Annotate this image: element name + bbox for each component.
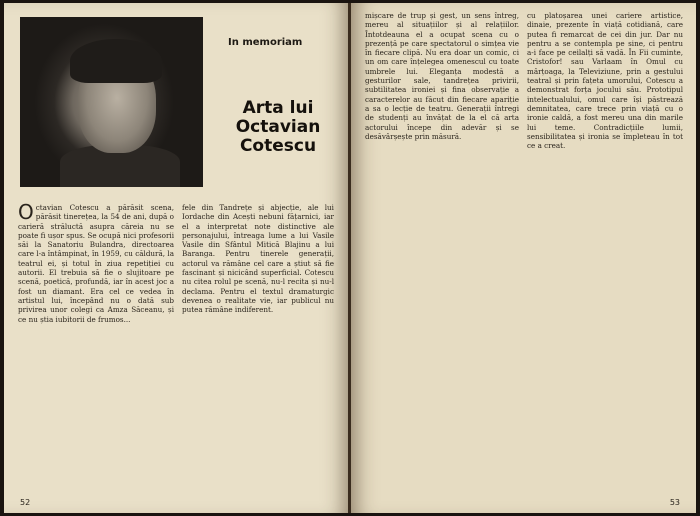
left-page (4, 3, 349, 513)
article-title: Arta lui Octavian Cotescu (235, 98, 321, 156)
section-kicker: In memoriam (228, 37, 303, 48)
left-column-2: fele din Tandrețe și abjecție, ale lui Iordache din Acești nebuni fățarnici, iar el a interpretat note distinctive ale personajului, întreaga lume a lui Vasile Vasile din Sfântul Mitică Blajinu a lui Baranga. Pentru tinerele generații, actorul va rămâne cel care a știut să fie fascinant și nicicând superficial. Cotescu nu citea rolul pe scenă, nu-l recita și nu-l declama. Pentru el textul dramaturgic devenea o realitate vie, iar publicul nu putea rămâne indiferent. (182, 203, 334, 315)
right-column-2: cu platoșarea unei cariere artistice, dinaie, prezente în viață cotidiană, care putea fi remarcat de cei din jur. Dar nu pentru a se contempla pe sine, ci pentru a-i face pe ceilalți să vadă. În Fii cuminte, Cristofor! sau Varlaam în Omul cu mârțoaga, la Televiziune, prin a gestului teatral și prin fațeta umorului, Cotescu a demonstrat forța jocului său. Prototipul intelectualului, omul care își păstrează demnitatea, care trece prin viață cu o ironie caldă, a fost mereu una din marile lui teme. Contradicțiile lumii, sensibilitatea și ironia se împleteau în tot ce a creat. (527, 11, 683, 151)
right-page (351, 3, 696, 513)
magazine-spread (4, 3, 696, 513)
portrait-photo (20, 17, 203, 187)
left-column-1: Octavian Cotescu a părăsit scena, părăsit tinerețea, la 54 de ani, după o carieră străluctă asupra căreia nu se poate fi ușor spus. Se ocupă nici profesorii săi la Sanatoriu Bulandra, directoarea care l-a întâmpinat, în 1959, cu căldură, la teatrul ei, și totul în ziua repetiției cu autorii. El trebuia să fie o slujitoare pe scenă, poetică, profundă, iar în acest joc a fost un diamant. Era cel ce vedea în artistul lui, începând nu o dată sub privirea unor colegi ca Amza Săceanu, și ce nu știa iubitorii de frumos... (18, 203, 174, 324)
right-column-1: mișcare de trup și gest, un sens întreg, mereu al situațiilor și al relațiilor. Întotdeauna el a ocupat scena cu o prezență pe care spectatorul o simțea vie în fiecare clipă. Nu era doar un comic, ci un om care înțelegea omenescul cu toate umbrele lui. Eleganța modestă a gesturilor sale, tandrețea privirii, subtilitatea ironiei și fina observație a caracterelor au făcut din fiecare apariție a sa o lecție de teatru. Generații întregi de studenți au învățat de la el că arta actorului începe din adevăr și se desăvârșește prin măsură. (365, 11, 519, 141)
page-number-right: 53 (669, 498, 680, 507)
page-number-left: 52 (20, 498, 31, 507)
